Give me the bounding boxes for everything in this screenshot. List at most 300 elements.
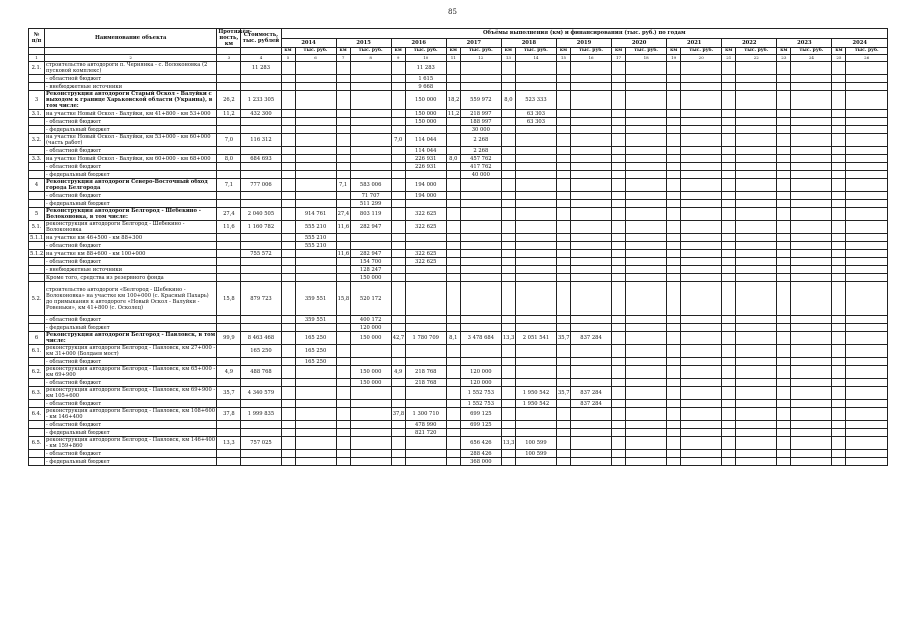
cell-rub [791, 266, 832, 274]
table-row [29, 408, 888, 421]
cell-rub [515, 324, 556, 332]
cell-rub [460, 242, 501, 250]
cell-rub [846, 282, 888, 316]
cell-cost [241, 266, 281, 274]
cell-rub: 322 625 [405, 208, 446, 221]
cell-rub [681, 274, 722, 282]
cell-km [667, 458, 681, 466]
cell-rub: 63 303 [515, 110, 556, 118]
header-volumes: Объёмы выполнения (км) и финансирования (тыс. руб.) по годам [281, 29, 888, 39]
table-row [29, 163, 888, 171]
cell-km: 42,7 [391, 332, 405, 345]
cell-rub [350, 458, 391, 466]
year-header: 2023 [777, 38, 832, 48]
cell-length: 7,0 [217, 134, 241, 147]
cell-km [777, 258, 791, 266]
cell-name: - федеральный бюджет [45, 126, 217, 134]
cell-km [446, 358, 460, 366]
unit-blank [45, 48, 217, 55]
cell-rub [626, 408, 667, 421]
cell-rub [791, 147, 832, 155]
cell-km [667, 62, 681, 75]
cell-name: - внебюджетные источники [45, 83, 217, 91]
cell-rub [515, 62, 556, 75]
cell-rub [626, 437, 667, 450]
cell-rub: 1 780 709 [405, 332, 446, 345]
cell-rub [626, 171, 667, 179]
cell-km [612, 171, 626, 179]
cell-rub [736, 332, 777, 345]
cell-rub [736, 83, 777, 91]
cell-km [556, 221, 570, 234]
cell-rub [681, 134, 722, 147]
page-number: 85 [448, 8, 457, 16]
cell-rub [460, 208, 501, 221]
column-number: 5 [281, 55, 295, 62]
cell-km [612, 429, 626, 437]
cell-rub [791, 274, 832, 282]
cell-rub [626, 250, 667, 258]
cell-rub [736, 429, 777, 437]
cell-cost: 116 312 [241, 134, 281, 147]
cell-km [612, 75, 626, 83]
cell-km: 11,6 [336, 221, 350, 234]
cell-km [777, 192, 791, 200]
cell-rub [405, 400, 446, 408]
cell-rub [350, 421, 391, 429]
cell-km [722, 75, 736, 83]
cell-cost [241, 242, 281, 250]
cell-rub [350, 134, 391, 147]
cell-rub [791, 379, 832, 387]
cell-km [501, 258, 515, 266]
cell-rub [460, 200, 501, 208]
cell-rub [791, 358, 832, 366]
cell-rub: 914 761 [295, 208, 336, 221]
cell-length [217, 83, 241, 91]
cell-rub: 165 250 [295, 345, 336, 358]
cell-km [832, 324, 846, 332]
cell-rub: 9 668 [405, 83, 446, 91]
cell-km [722, 91, 736, 110]
cell-cost [241, 126, 281, 134]
cell-rub: 1 300 710 [405, 408, 446, 421]
cell-km [556, 83, 570, 91]
cell-km [556, 345, 570, 358]
cell-km [832, 192, 846, 200]
cell-rub [846, 147, 888, 155]
cell-length: 11,6 [217, 221, 241, 234]
cell-km [777, 221, 791, 234]
cell-rub [791, 421, 832, 429]
cell-km [391, 192, 405, 200]
cell-rub [350, 75, 391, 83]
cell-km [501, 450, 515, 458]
cell-rub [350, 110, 391, 118]
cell-km [722, 324, 736, 332]
column-number: 8 [350, 55, 391, 62]
cell-rub [570, 242, 611, 250]
cell-rub [626, 234, 667, 242]
cell-km [832, 83, 846, 91]
cell-rub: 150 000 [350, 366, 391, 379]
cell-rub [460, 62, 501, 75]
cell-name: - областной бюджет [45, 400, 217, 408]
cell-km [446, 221, 460, 234]
cell-rub: 194 000 [405, 192, 446, 200]
cell-km [722, 358, 736, 366]
cell-rub [736, 400, 777, 408]
cell-km [556, 179, 570, 192]
cell-rub [350, 147, 391, 155]
cell-name: - федеральный бюджет [45, 458, 217, 466]
cell-rub [846, 324, 888, 332]
cell-rub [570, 171, 611, 179]
cell-no: 6.4. [29, 408, 45, 421]
cell-km [281, 324, 295, 332]
cell-km [667, 75, 681, 83]
cell-rub [626, 387, 667, 400]
cell-no [29, 242, 45, 250]
cell-km [832, 429, 846, 437]
cell-rub [405, 242, 446, 250]
cell-rub [736, 110, 777, 118]
cell-rub [570, 450, 611, 458]
cell-km [336, 266, 350, 274]
cell-rub [295, 83, 336, 91]
cell-rub [460, 358, 501, 366]
cell-rub [295, 379, 336, 387]
cell-rub [791, 408, 832, 421]
cell-km [612, 62, 626, 75]
cell-km [336, 316, 350, 324]
cell-rub [681, 200, 722, 208]
cell-km [722, 316, 736, 324]
cell-km [336, 75, 350, 83]
cell-rub [626, 163, 667, 171]
cell-rub: 400 172 [350, 316, 391, 324]
cell-rub [846, 126, 888, 134]
cell-km [832, 450, 846, 458]
cell-km [667, 110, 681, 118]
cell-km [612, 147, 626, 155]
cell-cost [241, 234, 281, 242]
cell-cost [241, 75, 281, 83]
cell-km [501, 163, 515, 171]
cell-rub [515, 171, 556, 179]
unit-rub-header: тыс. руб. [405, 48, 446, 55]
cell-km [777, 110, 791, 118]
cell-km [777, 437, 791, 450]
cell-rub [405, 437, 446, 450]
cell-km [832, 134, 846, 147]
cell-km [446, 200, 460, 208]
cell-name: - федеральный бюджет [45, 171, 217, 179]
cell-rub: 71 707 [350, 192, 391, 200]
cell-rub [350, 155, 391, 163]
cell-km [446, 366, 460, 379]
cell-km [501, 155, 515, 163]
cell-rub [736, 221, 777, 234]
cell-km [722, 234, 736, 242]
cell-km [612, 126, 626, 134]
cell-rub [570, 266, 611, 274]
cell-km [722, 387, 736, 400]
column-number: 3 [217, 55, 241, 62]
cell-rub [350, 450, 391, 458]
unit-rub-header: тыс. руб. [846, 48, 888, 55]
year-header: 2014 [281, 38, 336, 48]
cell-no: 3 [29, 91, 45, 110]
cell-name: - областной бюджет [45, 118, 217, 126]
cell-rub [295, 429, 336, 437]
cell-km [501, 345, 515, 358]
cell-km [501, 282, 515, 316]
cell-rub [681, 332, 722, 345]
cell-rub [350, 91, 391, 110]
cell-km [556, 234, 570, 242]
cell-km [612, 437, 626, 450]
cell-length [217, 358, 241, 366]
table-row [29, 379, 888, 387]
cell-cost [241, 421, 281, 429]
cell-length [217, 379, 241, 387]
cell-km [667, 387, 681, 400]
cell-km [391, 282, 405, 316]
cell-rub [626, 324, 667, 332]
cell-km [336, 163, 350, 171]
cell-rub [570, 126, 611, 134]
cell-rub [626, 345, 667, 358]
cell-rub: 3 478 684 [460, 332, 501, 345]
cell-rub [791, 221, 832, 234]
cell-rub [846, 134, 888, 147]
cell-km [832, 387, 846, 400]
cell-rub: 1 615 [405, 75, 446, 83]
cell-no [29, 379, 45, 387]
cell-no: 6 [29, 332, 45, 345]
cell-rub [846, 200, 888, 208]
cell-rub [791, 437, 832, 450]
cell-rub: 2 268 [460, 134, 501, 147]
cell-km [391, 126, 405, 134]
cell-km [832, 171, 846, 179]
cell-km [336, 408, 350, 421]
cell-rub: 837 284 [570, 332, 611, 345]
cell-km [391, 458, 405, 466]
cell-km: 37,8 [391, 408, 405, 421]
cell-km [336, 258, 350, 266]
cell-km [722, 134, 736, 147]
cell-km [446, 242, 460, 250]
cell-no [29, 458, 45, 466]
cell-rub [350, 387, 391, 400]
cell-rub [350, 242, 391, 250]
cell-km [832, 400, 846, 408]
cell-rub: 359 551 [295, 316, 336, 324]
cell-km [722, 192, 736, 200]
cell-rub [791, 324, 832, 332]
cell-rub: 165 250 [295, 332, 336, 345]
table-row [29, 458, 888, 466]
cell-cost: 11 283 [241, 62, 281, 75]
cell-km [777, 147, 791, 155]
cell-km [391, 358, 405, 366]
cell-rub: 457 762 [460, 155, 501, 163]
year-header: 2018 [501, 38, 556, 48]
column-number: 11 [446, 55, 460, 62]
cell-rub [736, 421, 777, 429]
cell-km [281, 450, 295, 458]
cell-length [217, 75, 241, 83]
cell-rub: 368 000 [460, 458, 501, 466]
cell-km [336, 400, 350, 408]
cell-rub [846, 242, 888, 250]
cell-rub [460, 429, 501, 437]
cell-km [667, 147, 681, 155]
cell-rub: 282 947 [350, 221, 391, 234]
cell-rub [791, 332, 832, 345]
cell-rub [515, 366, 556, 379]
cell-rub [736, 208, 777, 221]
year-header: 2017 [446, 38, 501, 48]
cell-km [281, 75, 295, 83]
year-header: 2024 [832, 38, 888, 48]
cell-rub [791, 366, 832, 379]
cell-rub [736, 316, 777, 324]
cell-length [217, 147, 241, 155]
cell-km [556, 400, 570, 408]
cell-km [336, 358, 350, 366]
cell-km [281, 437, 295, 450]
cell-name: реконструкция автодороги Белгород - Павловск, км 65+000 - км 69+900 [46, 366, 216, 378]
cell-rub [626, 118, 667, 126]
cell-km [391, 274, 405, 282]
cell-rub [846, 179, 888, 192]
cell-rub: 218 768 [405, 366, 446, 379]
unit-km-header: км [281, 48, 295, 55]
cell-km [501, 387, 515, 400]
cell-rub [460, 83, 501, 91]
cell-rub [681, 316, 722, 324]
cell-no: 3.2. [29, 134, 45, 147]
cell-rub: 120 000 [460, 379, 501, 387]
cell-km [281, 400, 295, 408]
cell-rub [791, 200, 832, 208]
unit-km-header: км [446, 48, 460, 55]
cell-km [446, 450, 460, 458]
cell-rub: 288 426 [460, 450, 501, 458]
cell-rub [736, 75, 777, 83]
cell-rub [791, 400, 832, 408]
cell-rub [515, 134, 556, 147]
cell-length [217, 242, 241, 250]
cell-rub [736, 234, 777, 242]
cell-rub [405, 200, 446, 208]
cell-rub: 226 931 [405, 155, 446, 163]
cell-rub [295, 179, 336, 192]
cell-km [446, 429, 460, 437]
cell-km [446, 208, 460, 221]
cell-cost [241, 192, 281, 200]
cell-rub [295, 163, 336, 171]
cell-rub [460, 75, 501, 83]
table-row [29, 134, 888, 147]
cell-km [501, 134, 515, 147]
cell-rub [405, 266, 446, 274]
cell-name: на участке Новый Оскол - Валуйки, км 60+000 - км 68+000 [45, 155, 217, 163]
cell-rub: 150 000 [350, 332, 391, 345]
cell-length: 11,2 [217, 110, 241, 118]
cell-km [336, 192, 350, 200]
cell-rub [791, 155, 832, 163]
cell-rub [515, 345, 556, 358]
cell-rub [626, 366, 667, 379]
cell-rub [405, 274, 446, 282]
cell-km [832, 179, 846, 192]
cell-length [217, 429, 241, 437]
cell-rub [460, 250, 501, 258]
cell-rub: 555 210 [295, 234, 336, 242]
cell-rub [791, 91, 832, 110]
cell-name: - федеральный бюджет [45, 200, 217, 208]
cell-rub [626, 147, 667, 155]
cell-rub [681, 221, 722, 234]
cell-no [29, 200, 45, 208]
cell-length [217, 345, 241, 358]
cell-rub [626, 126, 667, 134]
cell-km [667, 221, 681, 234]
cell-km [777, 155, 791, 163]
cell-km [446, 458, 460, 466]
cell-rub [681, 282, 722, 316]
cell-km [391, 324, 405, 332]
table-row [29, 358, 888, 366]
cell-km [501, 324, 515, 332]
cell-no: 6.3. [29, 387, 45, 400]
cell-rub [681, 234, 722, 242]
column-number: 21 [722, 55, 736, 62]
cell-km [336, 171, 350, 179]
cell-km [777, 274, 791, 282]
cell-cost [241, 83, 281, 91]
cell-km [501, 171, 515, 179]
cell-rub [295, 192, 336, 200]
cell-rub [791, 208, 832, 221]
cell-no [29, 421, 45, 429]
cell-km [612, 379, 626, 387]
cell-rub [736, 126, 777, 134]
cell-rub [570, 316, 611, 324]
cell-rub [736, 200, 777, 208]
cell-rub [736, 192, 777, 200]
financing-table-container [28, 28, 888, 466]
cell-km [612, 163, 626, 171]
cell-km [281, 258, 295, 266]
cell-km [391, 429, 405, 437]
cell-rub [681, 266, 722, 274]
cell-rub [626, 62, 667, 75]
column-number: 1 [29, 55, 45, 62]
cell-km [391, 118, 405, 126]
cell-km [501, 62, 515, 75]
cell-rub [460, 316, 501, 324]
table-row [29, 221, 888, 234]
cell-km [832, 366, 846, 379]
cell-km [556, 258, 570, 266]
cell-rub: 699 125 [460, 421, 501, 429]
cell-km [556, 458, 570, 466]
